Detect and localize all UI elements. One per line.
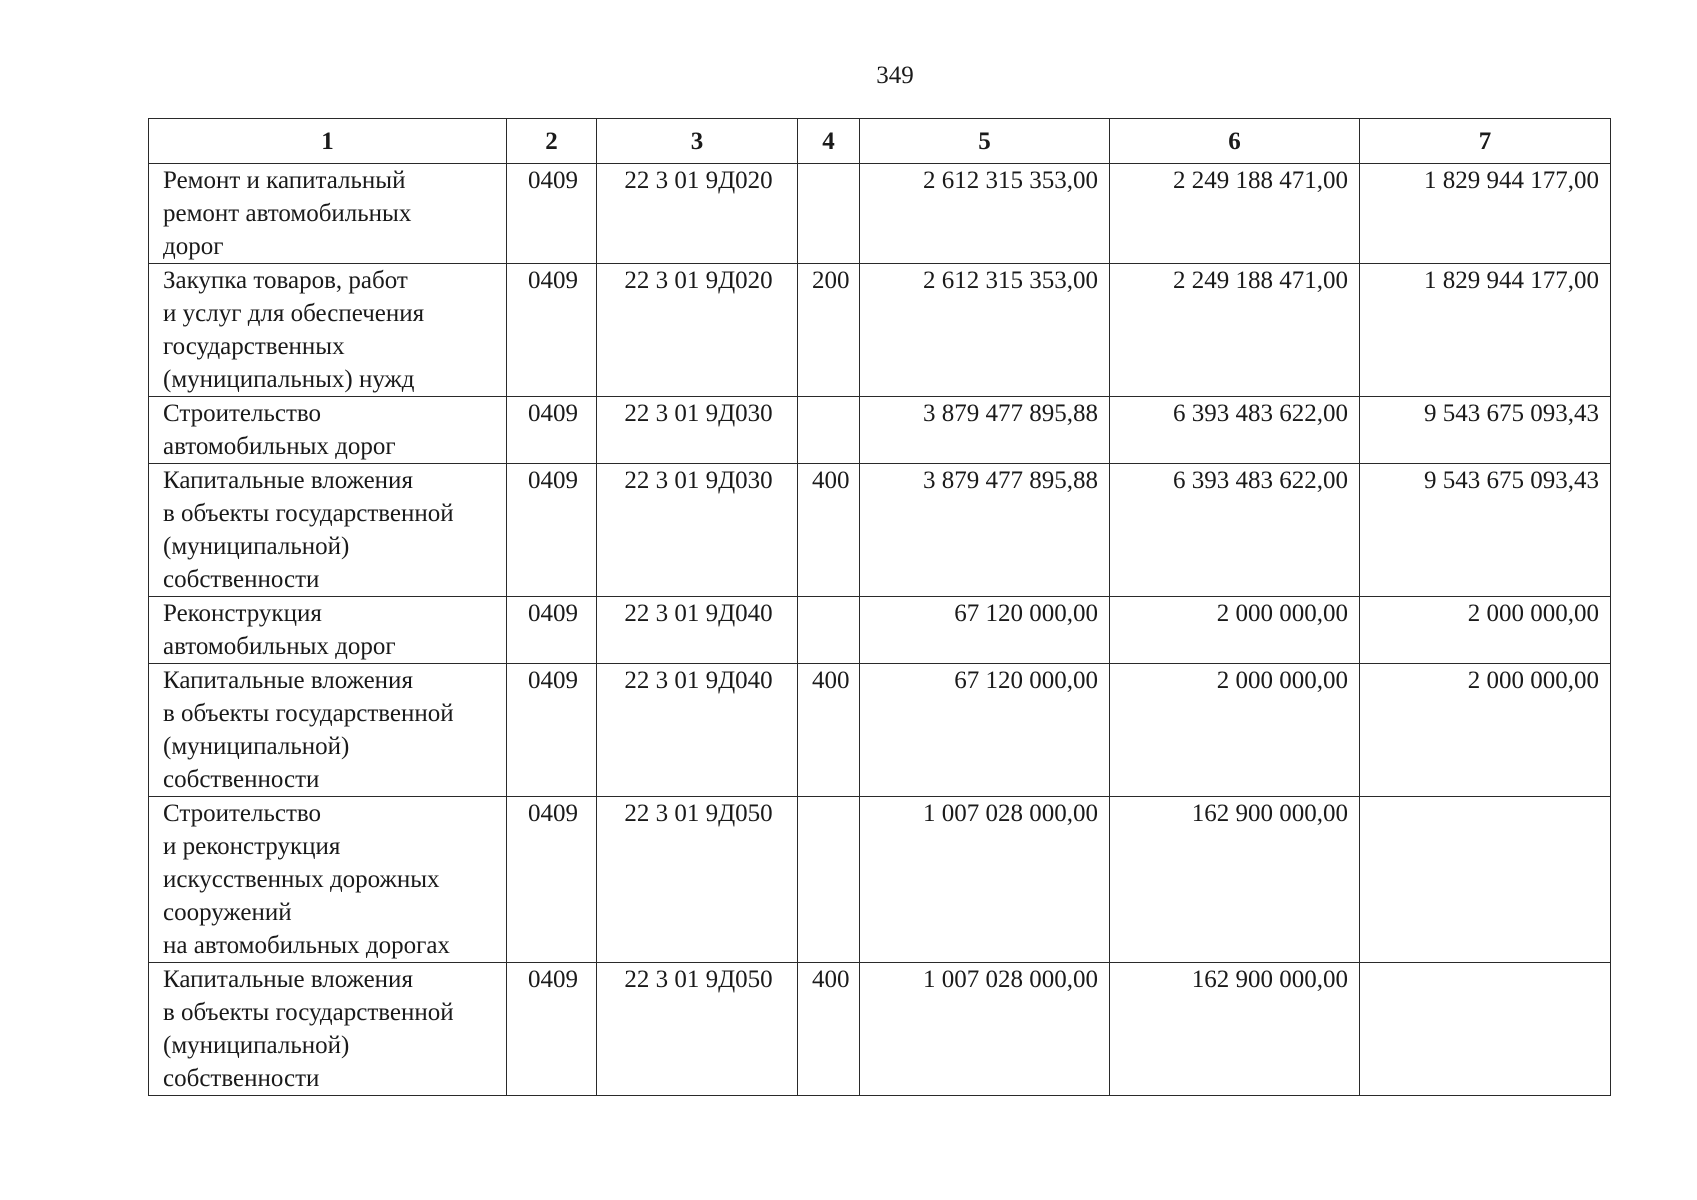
table-row <box>149 664 1611 797</box>
row-section: 0409 <box>507 397 597 464</box>
row-section: 0409 <box>507 464 597 597</box>
column-header-6: 6 <box>1110 119 1360 164</box>
row-amount-3: 1 829 944 177,00 <box>1360 264 1611 397</box>
row-amount-2: 162 900 000,00 <box>1110 963 1360 1096</box>
row-amount-2: 2 249 188 471,00 <box>1110 164 1360 264</box>
table-row <box>149 397 1611 464</box>
row-name: Капитальные вложения в объекты государственной (муниципальной) собственности <box>149 464 507 597</box>
row-target-code: 22 3 01 9Д040 <box>597 597 798 664</box>
column-header-7: 7 <box>1360 119 1611 164</box>
column-header-5: 5 <box>860 119 1110 164</box>
table-header-row <box>149 119 1611 164</box>
row-name: Строительство автомобильных дорог <box>149 397 507 464</box>
row-target-code: 22 3 01 9Д050 <box>597 963 798 1096</box>
row-expense-type: 400 <box>798 664 860 797</box>
row-amount-2: 2 249 188 471,00 <box>1110 264 1360 397</box>
row-amount-3: 1 829 944 177,00 <box>1360 164 1611 264</box>
row-amount-3: 9 543 675 093,43 <box>1360 464 1611 597</box>
row-name: Ремонт и капитальный ремонт автомобильных дорог <box>149 164 507 264</box>
row-amount-2: 6 393 483 622,00 <box>1110 397 1360 464</box>
row-name: Закупка товаров, работ и услуг для обеспечения государственных (муниципальных) нужд <box>149 264 507 397</box>
row-amount-1: 67 120 000,00 <box>860 597 1110 664</box>
row-name: Реконструкция автомобильных дорог <box>149 597 507 664</box>
row-section: 0409 <box>507 164 597 264</box>
row-expense-type: 400 <box>798 963 860 1096</box>
row-section: 0409 <box>507 597 597 664</box>
row-target-code: 22 3 01 9Д020 <box>597 264 798 397</box>
table-row <box>149 597 1611 664</box>
row-target-code: 22 3 01 9Д030 <box>597 397 798 464</box>
table-row <box>149 464 1611 597</box>
row-target-code: 22 3 01 9Д030 <box>597 464 798 597</box>
page-number: 349 <box>876 62 914 89</box>
row-expense-type <box>798 397 860 464</box>
table-row <box>149 797 1611 963</box>
row-amount-3: 9 543 675 093,43 <box>1360 397 1611 464</box>
column-header-4: 4 <box>798 119 860 164</box>
row-amount-1: 1 007 028 000,00 <box>860 797 1110 963</box>
row-amount-1: 1 007 028 000,00 <box>860 963 1110 1096</box>
row-section: 0409 <box>507 797 597 963</box>
row-amount-2: 162 900 000,00 <box>1110 797 1360 963</box>
row-amount-3 <box>1360 797 1611 963</box>
row-section: 0409 <box>507 963 597 1096</box>
budget-table <box>148 118 1611 1096</box>
row-expense-type <box>798 164 860 264</box>
row-amount-2: 6 393 483 622,00 <box>1110 464 1360 597</box>
row-amount-2: 2 000 000,00 <box>1110 597 1360 664</box>
row-name: Строительство и реконструкция искусственных дорожных сооружений на автомобильных дорогах <box>149 797 507 963</box>
row-expense-type: 400 <box>798 464 860 597</box>
row-amount-1: 3 879 477 895,88 <box>860 464 1110 597</box>
row-amount-1: 2 612 315 353,00 <box>860 264 1110 397</box>
row-name: Капитальные вложения в объекты государственной (муниципальной) собственности <box>149 664 507 797</box>
row-name: Капитальные вложения в объекты государственной (муниципальной) собственности <box>149 963 507 1096</box>
column-header-1: 1 <box>149 119 507 164</box>
row-target-code: 22 3 01 9Д050 <box>597 797 798 963</box>
table-row <box>149 164 1611 264</box>
row-expense-type: 200 <box>798 264 860 397</box>
row-amount-1: 67 120 000,00 <box>860 664 1110 797</box>
row-section: 0409 <box>507 264 597 397</box>
row-amount-3: 2 000 000,00 <box>1360 664 1611 797</box>
table-row <box>149 963 1611 1096</box>
row-amount-1: 2 612 315 353,00 <box>860 164 1110 264</box>
row-target-code: 22 3 01 9Д020 <box>597 164 798 264</box>
row-target-code: 22 3 01 9Д040 <box>597 664 798 797</box>
row-amount-1: 3 879 477 895,88 <box>860 397 1110 464</box>
row-amount-3 <box>1360 963 1611 1096</box>
row-amount-3: 2 000 000,00 <box>1360 597 1611 664</box>
column-header-2: 2 <box>507 119 597 164</box>
row-section: 0409 <box>507 664 597 797</box>
row-amount-2: 2 000 000,00 <box>1110 664 1360 797</box>
row-expense-type <box>798 797 860 963</box>
row-expense-type <box>798 597 860 664</box>
table-row <box>149 264 1611 397</box>
column-header-3: 3 <box>597 119 798 164</box>
